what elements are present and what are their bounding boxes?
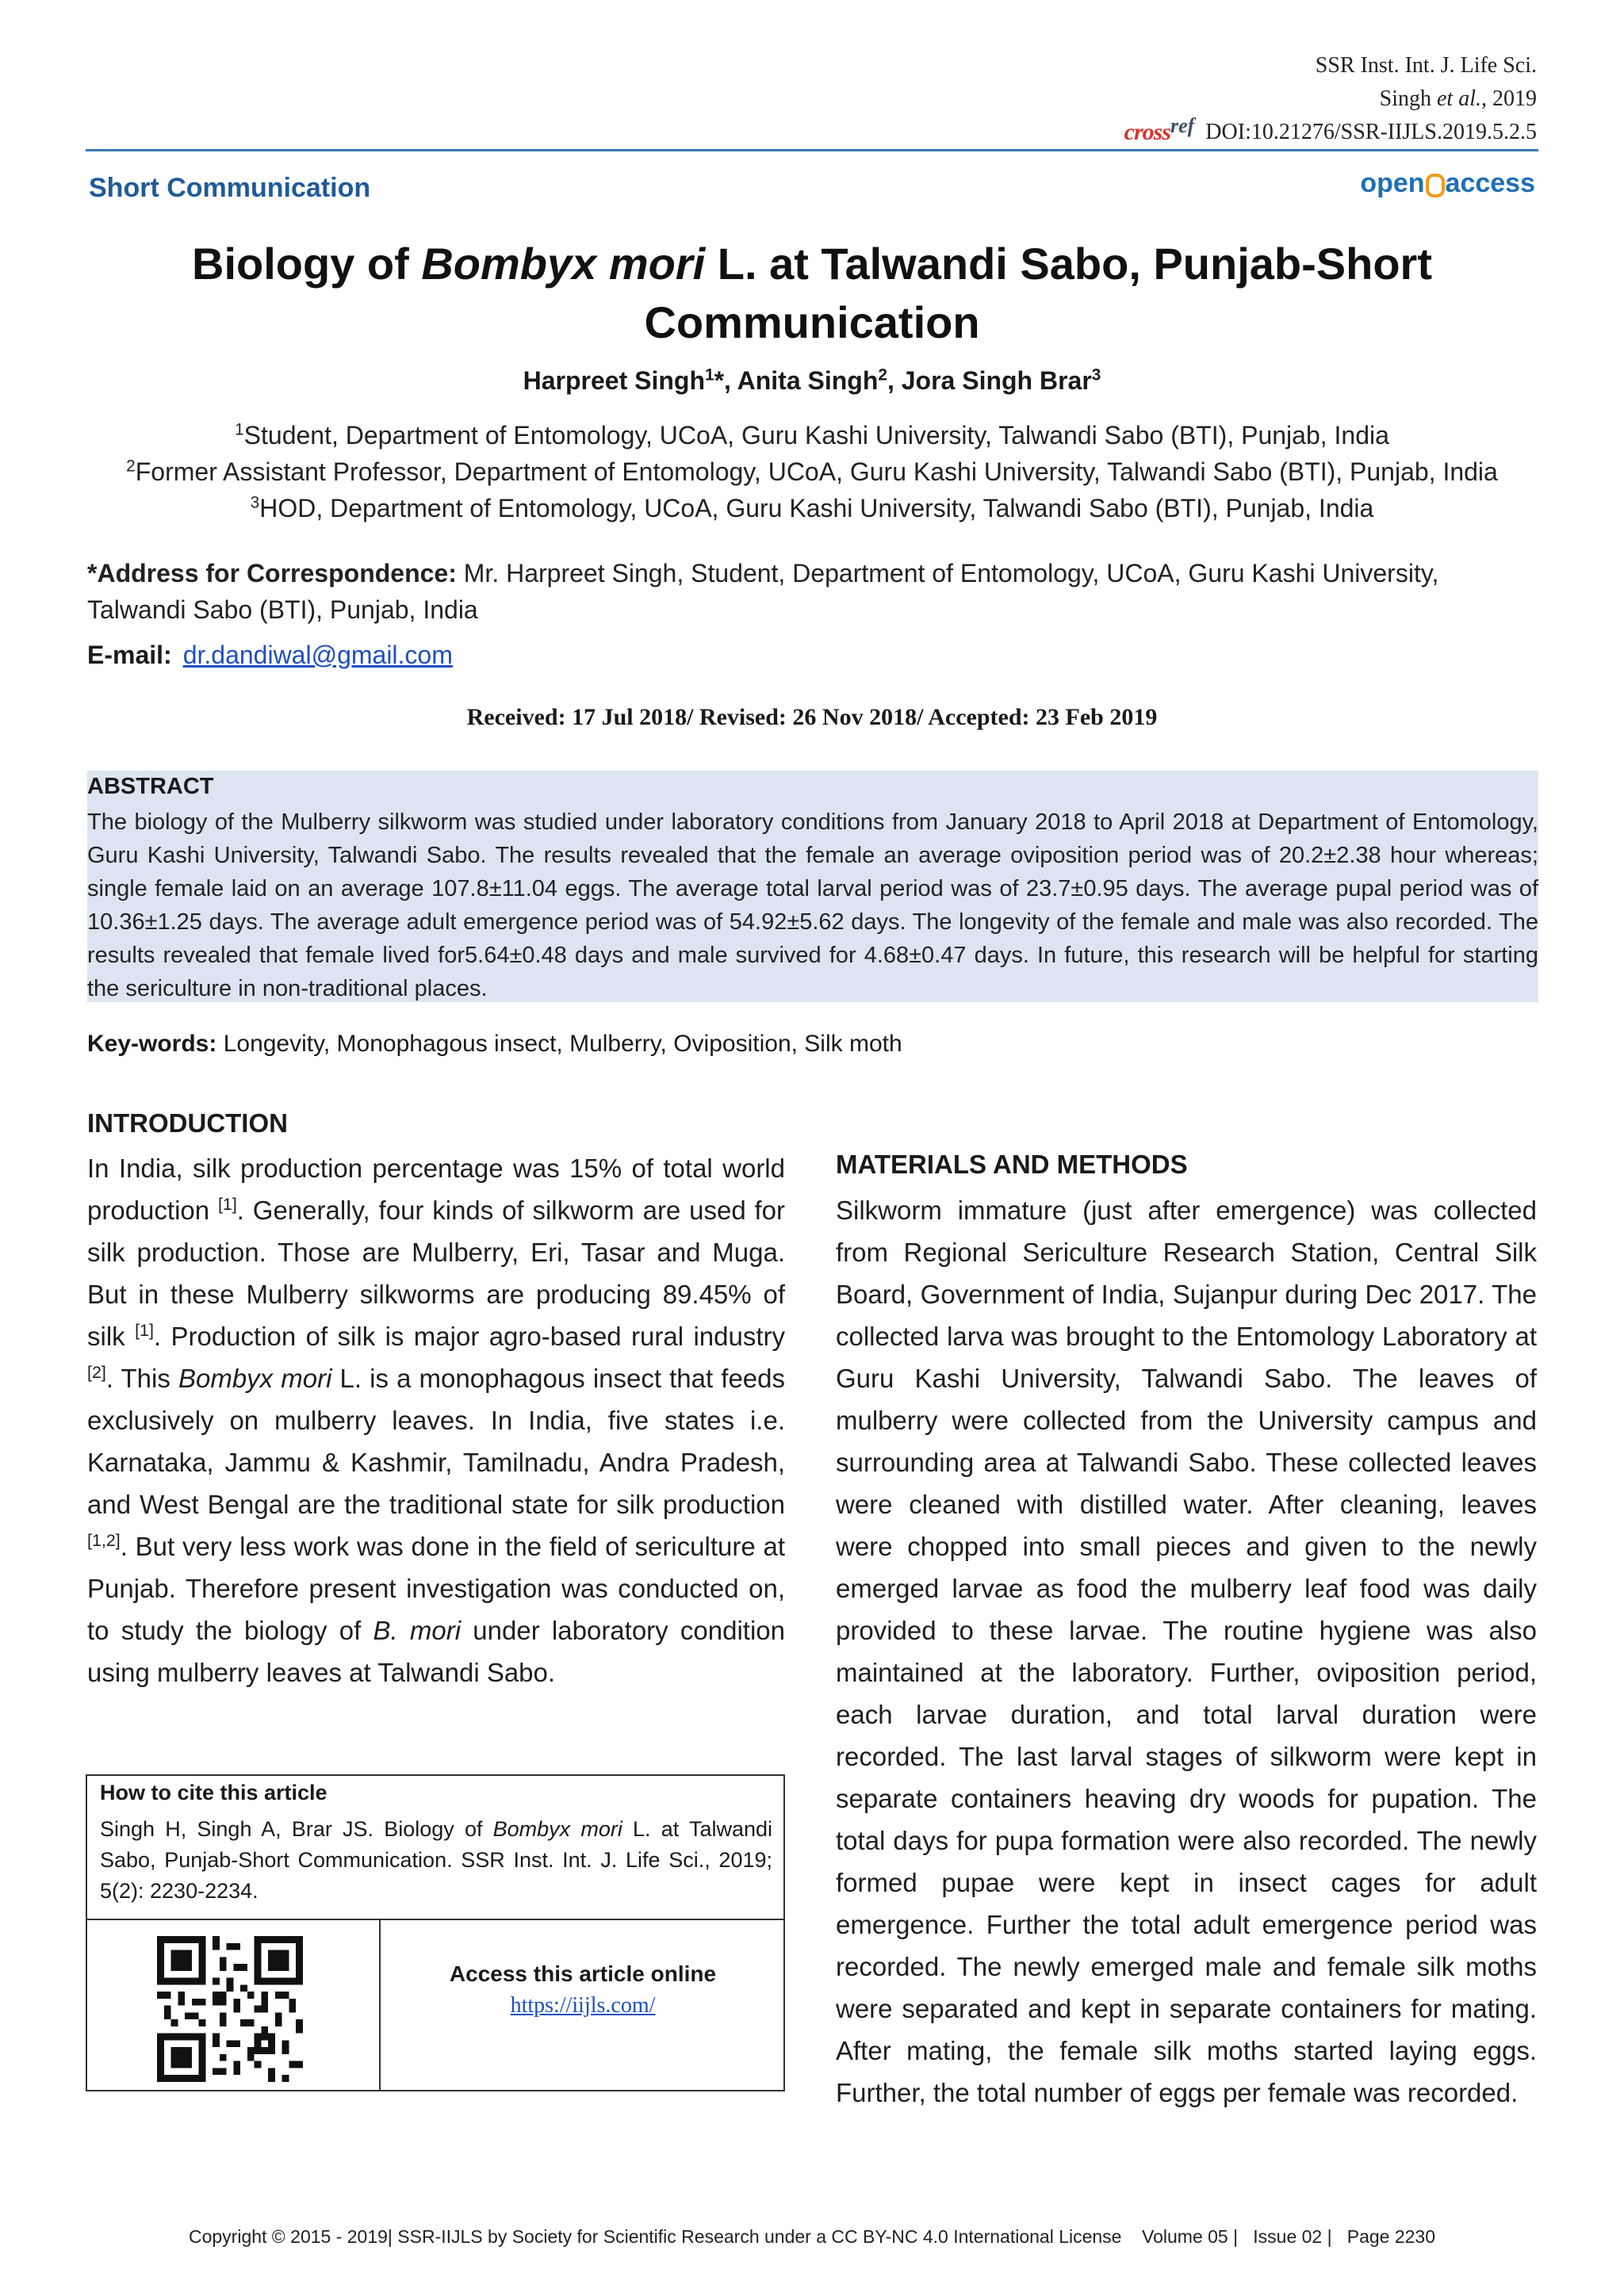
title-line2: Communication xyxy=(644,297,980,347)
qr-code-icon[interactable] xyxy=(157,1936,303,2082)
access-heading: Access this article online xyxy=(449,1961,717,1986)
affiliation-3 xyxy=(0,490,1624,526)
open-lock-icon xyxy=(1426,174,1445,197)
title-species: Bombyx mori xyxy=(421,239,706,289)
author-3-sup: 3 xyxy=(1091,365,1101,385)
correspondence-label: *Address for Correspondence: xyxy=(87,559,457,587)
intro-ref-1[interactable]: [1] xyxy=(217,1195,237,1214)
affiliation-1-sup: 1 xyxy=(235,420,244,439)
intro-s6: . But very less work was done in the field of sericulture at Punjab. Therefore present investigation was conducted on, to study the biology of xyxy=(87,1532,785,1645)
author-2-sup: 2 xyxy=(878,365,887,385)
keywords-label: Key-words: xyxy=(87,1031,217,1057)
author-ref-etal: et al. xyxy=(1437,86,1481,111)
affiliation-1-text: Student, Department of Entomology, UCoA, Guru Kashi University, Talwandi Sabo (BTI), Punjab, India xyxy=(243,421,1389,450)
author-ref-year: , 2019 xyxy=(1481,86,1537,111)
affiliations xyxy=(0,417,1624,526)
title-part1: Biology of xyxy=(192,239,422,289)
author-citation xyxy=(1124,82,1537,116)
introduction-heading: INTRODUCTION xyxy=(87,1108,288,1138)
citation-species: Bombyx mori xyxy=(492,1817,622,1841)
doi-row xyxy=(1124,116,1537,149)
citation-t1: Singh H, Singh A, Brar JS. Biology of xyxy=(100,1817,493,1841)
crossref-logo-text-1: cross xyxy=(1124,119,1170,145)
author-2: Anita Singh xyxy=(730,366,879,395)
author-1-mark: *, xyxy=(714,366,731,395)
methods-heading: MATERIALS AND METHODS xyxy=(836,1150,1188,1179)
open-access-text-1: open xyxy=(1360,168,1425,198)
affiliation-3-sup: 3 xyxy=(250,493,260,512)
doi[interactable]: DOI:10.21276/SSR-IIJLS.2019.5.2.5 xyxy=(1205,120,1537,144)
citation-text xyxy=(100,1814,772,1907)
open-access-logo-icon xyxy=(1360,168,1535,199)
journal-name: SSR Inst. Int. J. Life Sci. xyxy=(1315,53,1537,78)
keywords-text: Longevity, Monophagous insect, Mulberry, Oviposition, Silk moth xyxy=(216,1031,902,1057)
affiliation-2-text: Former Assistant Professor, Department of Entomology, UCoA, Guru Kashi University, Talwandi Sabo (BTI), Punjab, India xyxy=(135,457,1498,486)
methods-text: Silkworm immature (just after emergence) was collected from Regional Sericulture Research Station, Central Silk Board, Government of India, Sujanpur during Dec 2017. The collected larva was brought to the Entomology Laboratory at Guru Kashi University, Talwandi Sabo. The leaves of mulberry were collected from the University campus and surrounding area at Talwandi Sabo. These collected leaves were cleaned with distilled water. After cleaning, leaves were chopped into small pieces and given to the newly emerged larvae as food the mulberry leaf food was daily provided to these larvae. The routine hygiene was also maintained at the laboratory. Further, oviposition period, each larvae duration, and total larval duration were recorded. The last larval stages of silkworm were kept in separate containers heaving dry woods for pupation. The total days for pupa formation were also recorded. The newly formed pupae were kept in insect cages for adult emergence. Further the total adult emergence period was recorded. The newly emerged male and female silk moths were separated and kept in separate containers for mating. After mating, the female silk moths started laying eggs. Further, the total number of eggs per female was recorded. xyxy=(836,1196,1537,2107)
correspondence-text: Mr. Harpreet Singh, Student, Department of Entomology, UCoA, Guru Kashi University, Talwandi Sabo (BTI), Punjab, India xyxy=(87,559,1439,624)
intro-s5: L. is a monophagous insect that feeds exclusively on mulberry leaves. In India, five states i.e. Karnataka, Jammu & Kashmir, Tamilnadu, Andra Pradesh, and West Bengal are the traditional state for silk production xyxy=(87,1364,786,1519)
email-row xyxy=(87,641,453,670)
email-link[interactable]: dr.dandiwal@gmail.com xyxy=(182,641,453,669)
author-1-sup: 1 xyxy=(704,365,714,385)
page-footer: Copyright © 2015 - 2019| SSR-IIJLS by Society for Scientific Research under a CC BY-NC 4.0 International License Volume 05 | Issue 02 | Page 2230 xyxy=(188,2226,1436,2247)
affiliation-2-sup: 2 xyxy=(126,457,136,476)
author-2-mark: , xyxy=(887,366,894,395)
intro-s2: . Generally, four kinds of silkworm are used for silk production. Those are Mulberry, Eri, Tasar and Muga. But in these Mulberry silkworms are producing 89.45% of silk xyxy=(87,1196,785,1351)
citation-heading: How to cite this article xyxy=(100,1781,327,1804)
abstract-heading: ABSTRACT xyxy=(87,774,214,799)
author-1: Harpreet Singh xyxy=(523,366,705,395)
author-3: Jora Singh Brar xyxy=(894,366,1092,395)
received-dates: Received: 17 Jul 2018/ Revised: 26 Nov 2018/ Accepted: 23 Feb 2019 xyxy=(466,704,1158,730)
intro-species-2: B. mori xyxy=(373,1616,462,1645)
intro-ref-2[interactable]: [1] xyxy=(135,1321,154,1340)
journal-header xyxy=(1124,49,1537,149)
affiliation-1 xyxy=(0,417,1624,453)
intro-ref-3[interactable]: [2] xyxy=(87,1363,106,1382)
intro-s1: In India, silk production percentage was 15% of total world production xyxy=(87,1154,785,1225)
intro-s3: . Production of silk is major agro-based rural industry xyxy=(153,1322,785,1351)
citation-box-divider xyxy=(86,1919,785,1920)
email-label: E-mail: xyxy=(87,641,172,669)
citation-t2: L. at Talwandi Sabo, Punjab-Short Communication. SSR Inst. Int. J. Life Sci., 2019; 5(2): 2230-2234. xyxy=(100,1817,772,1903)
open-access-text-2: access xyxy=(1445,168,1535,198)
affiliation-3-text: HOD, Department of Entomology, UCoA, Guru Kashi University, Talwandi Sabo (BTI), Punjab, India xyxy=(259,494,1374,522)
introduction-text xyxy=(87,1147,785,1693)
author-ref-prefix: Singh xyxy=(1379,86,1437,111)
intro-species-1: Bombyx mori xyxy=(178,1364,332,1393)
intro-s4: . This xyxy=(105,1364,178,1393)
access-link[interactable]: https://iijls.com/ xyxy=(510,1993,656,2018)
intro-ref-4[interactable]: [1,2] xyxy=(87,1531,121,1550)
article-title xyxy=(111,235,1513,352)
intro-s7: under laboratory condition using mulberry leaves at Talwandi Sabo. xyxy=(87,1616,785,1687)
keywords xyxy=(87,1031,902,1058)
crossref-logo-icon[interactable] xyxy=(1124,114,1195,145)
crossref-logo-text-2: ref xyxy=(1170,114,1195,137)
title-part2: L. at Talwandi Sabo, Punjab-Short xyxy=(705,239,1432,289)
correspondence xyxy=(87,555,1538,628)
author-list xyxy=(0,366,1624,396)
header-rule xyxy=(86,149,1538,151)
article-type: Short Communication xyxy=(89,173,371,203)
affiliation-2 xyxy=(0,453,1624,490)
abstract-text: The biology of the Mulberry silkworm was studied under laboratory conditions from January 2018 to April 2018 at Department of Entomology, Guru Kashi University, Talwandi Sabo. The results revealed that the female an average oviposition period was of 20.2±2.38 hour whereas; single female laid on an average 107.8±11.04 eggs. The average total larval period was of 23.7±0.95 days. The average pupal period was of 10.36±1.25 days. The average adult emergence period was of 54.92±5.62 days. The longevity of the female and male was also recorded. The results revealed that female lived for5.64±0.48 days and male survived for 4.68±0.47 days. In future, this research will be helpful for starting the sericulture in non-traditional places. xyxy=(87,809,1538,1001)
